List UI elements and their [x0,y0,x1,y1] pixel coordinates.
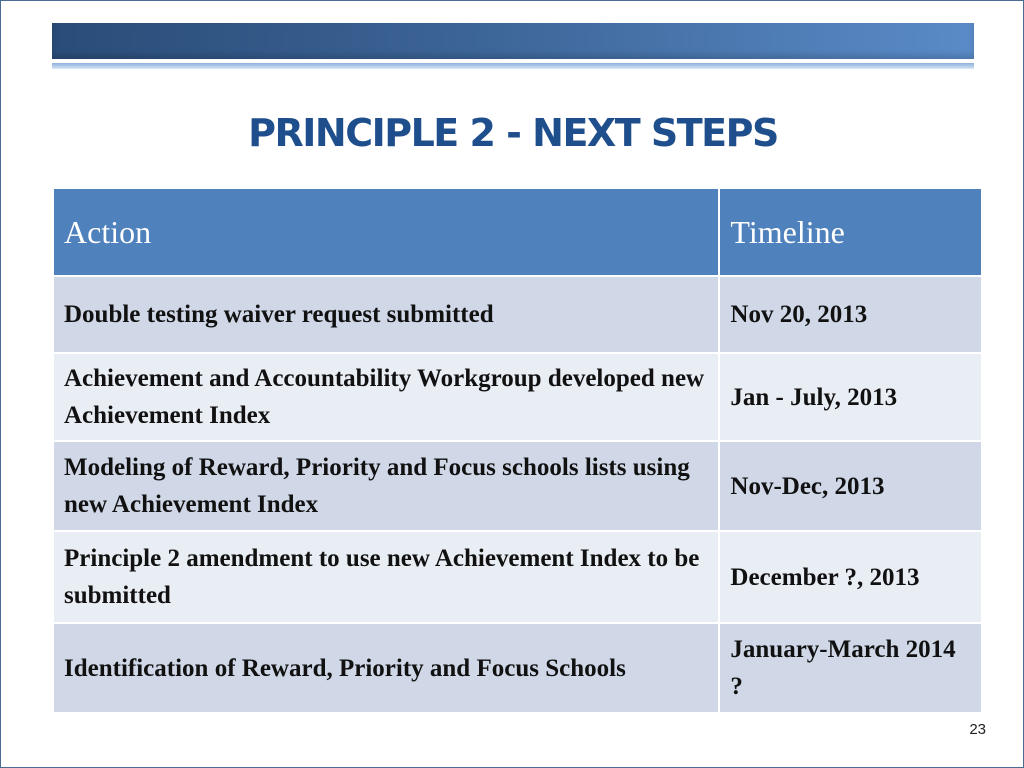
action-cell: Modeling of Reward, Priority and Focus schools lists using new Achievement Index [53,441,719,531]
timeline-cell: Nov-Dec, 2013 [719,441,982,531]
timeline-cell: Nov 20, 2013 [719,276,982,353]
slide-title: PRINCIPLE 2 - NEXT STEPS [248,111,778,155]
header-rule [52,63,974,69]
next-steps-table [52,187,983,714]
table-row [53,623,982,713]
header-action: Action [53,188,719,276]
page-number: 23 [969,721,986,738]
timeline-cell: Jan - July, 2013 [719,353,982,441]
header-timeline: Timeline [719,188,982,276]
table-row [53,531,982,623]
action-cell: Principle 2 amendment to use new Achievement Index to be submitted [53,531,719,623]
timeline-cell: January-March 2014 ? [719,623,982,713]
action-cell: Double testing waiver request submitted [53,276,719,353]
action-cell: Achievement and Accountability Workgroup developed new Achievement Index [53,353,719,441]
timeline-cell: December ?, 2013 [719,531,982,623]
action-cell: Identification of Reward, Priority and Focus Schools [53,623,719,713]
table-row [53,276,982,353]
table-row [53,441,982,531]
table-header-row [53,188,982,276]
table-row [53,353,982,441]
header-band [52,23,974,59]
